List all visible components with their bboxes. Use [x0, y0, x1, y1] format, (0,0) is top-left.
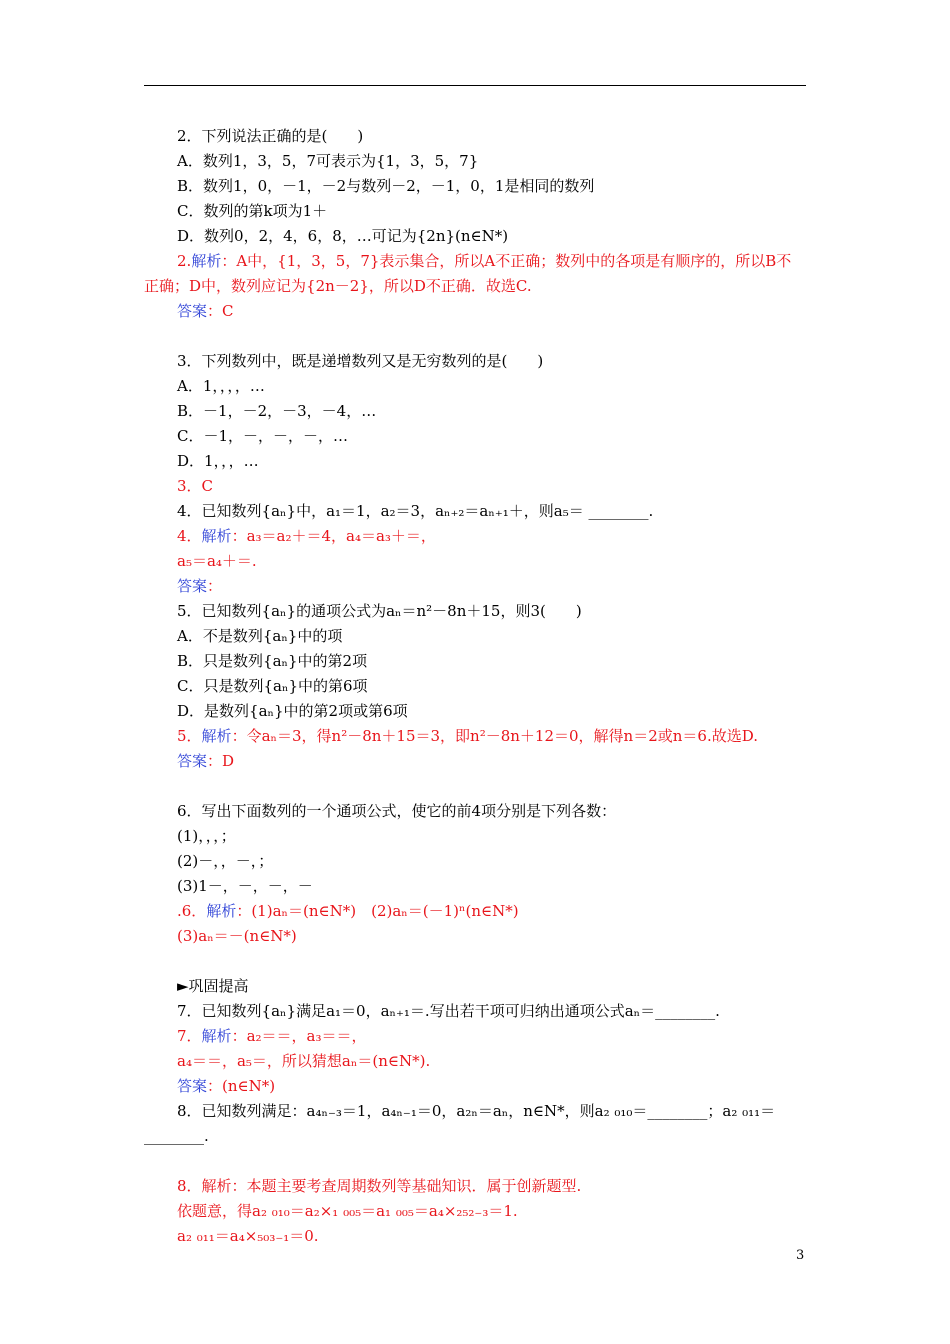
line-text: ________. — [144, 1127, 209, 1145]
question-line — [144, 599, 806, 624]
solution-line — [144, 1174, 806, 1199]
solution-text: 3．C — [177, 477, 214, 495]
solution-text: 5． — [177, 727, 202, 745]
page-number: 3 — [796, 1248, 805, 1263]
solution-text: ：D — [207, 752, 235, 770]
question-line — [144, 849, 806, 874]
line-text: D．数列0，2，4，6，8，…可记为{2n}(n∈N*) — [177, 227, 509, 245]
label-text: 解析 — [206, 902, 237, 920]
solution-text: a₄＝＝，a₅＝，所以猜想aₙ＝(n∈N*). — [177, 1052, 431, 1070]
line-text: 8．已知数列满足：a₄ₙ₋₃＝1，a₄ₙ₋₁＝0，a₂ₙ＝aₙ，n∈N*，则a₂ ₀₁₀＝________；a₂ ₀₁₁＝ — [177, 1102, 776, 1120]
solution-text: a₂ ₀₁₁＝a₄×₅₀₃₋₁＝0. — [177, 1227, 319, 1245]
line-text: 5．已知数列{aₙ}的通项公式为aₙ＝n²－8n＋15，则3( ) — [177, 602, 582, 620]
solution-text: ：(n∈N*) — [207, 1077, 276, 1095]
question-line — [144, 824, 806, 849]
solution-text: 8．解析：本题主要考查周期数列等基础知识．属于创新题型. — [177, 1177, 582, 1195]
solution-line — [144, 249, 806, 274]
question-line — [144, 624, 806, 649]
header-rule — [144, 85, 806, 86]
solution-text: ：C — [207, 302, 234, 320]
line-text: (3)1－，－，－，－ — [177, 877, 313, 895]
solution-text: 4． — [177, 527, 202, 545]
question-line — [144, 124, 806, 149]
solution-line — [144, 1224, 806, 1249]
solution-text: ：(1)aₙ＝(n∈N*) (2)aₙ＝(－1)ⁿ(n∈N*) — [236, 902, 519, 920]
solution-line — [144, 524, 806, 549]
solution-text: 依题意，得a₂ ₀₁₀＝a₂×₁ ₀₀₅＝a₁ ₀₀₅＝a₄×₂₅₂₋₃＝1. — [177, 1202, 518, 1220]
line-text: A．1，，，，… — [177, 377, 265, 395]
line-text: 2．下列说法正确的是( ) — [177, 127, 364, 145]
label-text: 答案 — [177, 302, 208, 320]
solution-line — [144, 274, 806, 299]
line-text: B．－1，－2，－3，－4，… — [177, 402, 377, 420]
question-line — [144, 799, 806, 824]
line-text: ►巩固提高 — [177, 977, 249, 995]
solution-line — [144, 924, 806, 949]
blank-line — [144, 774, 806, 799]
solution-text: ：a₂＝＝，a₃＝＝， — [231, 1027, 367, 1045]
solution-text: (3)aₙ＝－(n∈N*) — [177, 927, 297, 945]
question-line — [144, 199, 806, 224]
document-body — [144, 124, 806, 1249]
question-line — [144, 174, 806, 199]
question-line — [144, 999, 806, 1024]
solution-text: ： — [207, 577, 223, 595]
line-text: A．数列1，3，5，7可表示为{1，3，5，7} — [177, 152, 479, 170]
solution-text: ：a₃＝a₂＋＝4，a₄＝a₃＋＝， — [231, 527, 436, 545]
question-line — [144, 974, 806, 999]
blank-line — [144, 949, 806, 974]
line-text: 6．写出下面数列的一个通项公式，使它的前4项分别是下列各数： — [177, 802, 617, 820]
label-text: 解析 — [201, 727, 232, 745]
line-text: C．－1，－，－，－，… — [177, 427, 349, 445]
answer-line — [144, 299, 806, 324]
question-line — [144, 874, 806, 899]
solution-line — [144, 1199, 806, 1224]
line-text: C．数列的第k项为1＋ — [177, 202, 328, 220]
label-text: 答案 — [177, 577, 208, 595]
question-line — [144, 674, 806, 699]
solution-text: a₅＝a₄＋＝. — [177, 552, 257, 570]
question-line — [144, 449, 806, 474]
line-text: (2)－，，－，； — [177, 852, 274, 870]
label-text: 答案 — [177, 1077, 208, 1095]
solution-text: ：令aₙ＝3，得n²－8n＋15＝3，即n²－8n＋12＝0，解得n＝2或n＝6.故选D. — [231, 727, 758, 745]
solution-text: .6． — [177, 902, 207, 920]
question-line — [144, 149, 806, 174]
solution-text: 7． — [177, 1027, 202, 1045]
blank-line — [144, 1149, 806, 1174]
line-text: A．不是数列{aₙ}中的项 — [177, 627, 343, 645]
question-line — [144, 424, 806, 449]
line-text: B．只是数列{aₙ}中的第2项 — [177, 652, 368, 670]
question-line — [144, 499, 806, 524]
solution-line — [144, 899, 806, 924]
solution-line — [144, 1049, 806, 1074]
question-line — [144, 649, 806, 674]
question-line — [144, 399, 806, 424]
question-line — [144, 374, 806, 399]
solution-text: ：A中，{1，3，5，7}表示集合，所以A不正确；数列中的各项是有顺序的，所以B不 — [221, 252, 792, 270]
label-text: 解析 — [201, 1027, 232, 1045]
line-text: B．数列1，0，－1，－2与数列－2，－1，0，1是相同的数列 — [177, 177, 595, 195]
label-text: 答案 — [177, 752, 208, 770]
line-text: (1)，，，； — [177, 827, 236, 845]
solution-text: 2. — [177, 252, 192, 270]
question-line — [144, 349, 806, 374]
solution-text: 正确；D中，数列应记为{2n－2}，所以D不正确．故选C. — [144, 277, 532, 295]
line-text: 4．已知数列{aₙ}中，a₁＝1，a₂＝3，aₙ₊₂＝aₙ₊₁＋，则a₅＝ ________. — [177, 502, 654, 520]
solution-line — [144, 1024, 806, 1049]
label-text: 解析 — [191, 252, 222, 270]
line-text: C．只是数列{aₙ}中的第6项 — [177, 677, 368, 695]
answer-line — [144, 574, 806, 599]
question-line — [144, 699, 806, 724]
question-line — [144, 1099, 806, 1124]
solution-line — [144, 724, 806, 749]
line-text: D．1，，，… — [177, 452, 259, 470]
question-line — [144, 1124, 806, 1149]
answer-line — [144, 1074, 806, 1099]
line-text: 3．下列数列中，既是递增数列又是无穷数列的是( ) — [177, 352, 544, 370]
label-text: 解析 — [201, 527, 232, 545]
answer-line — [144, 749, 806, 774]
question-line — [144, 224, 806, 249]
solution-line — [144, 549, 806, 574]
solution-line — [144, 474, 806, 499]
blank-line — [144, 324, 806, 349]
line-text: 7．已知数列{aₙ}满足a₁＝0，aₙ₊₁＝.写出若干项可归纳出通项公式aₙ＝________. — [177, 1002, 720, 1020]
line-text: D．是数列{aₙ}中的第2项或第6项 — [177, 702, 408, 720]
